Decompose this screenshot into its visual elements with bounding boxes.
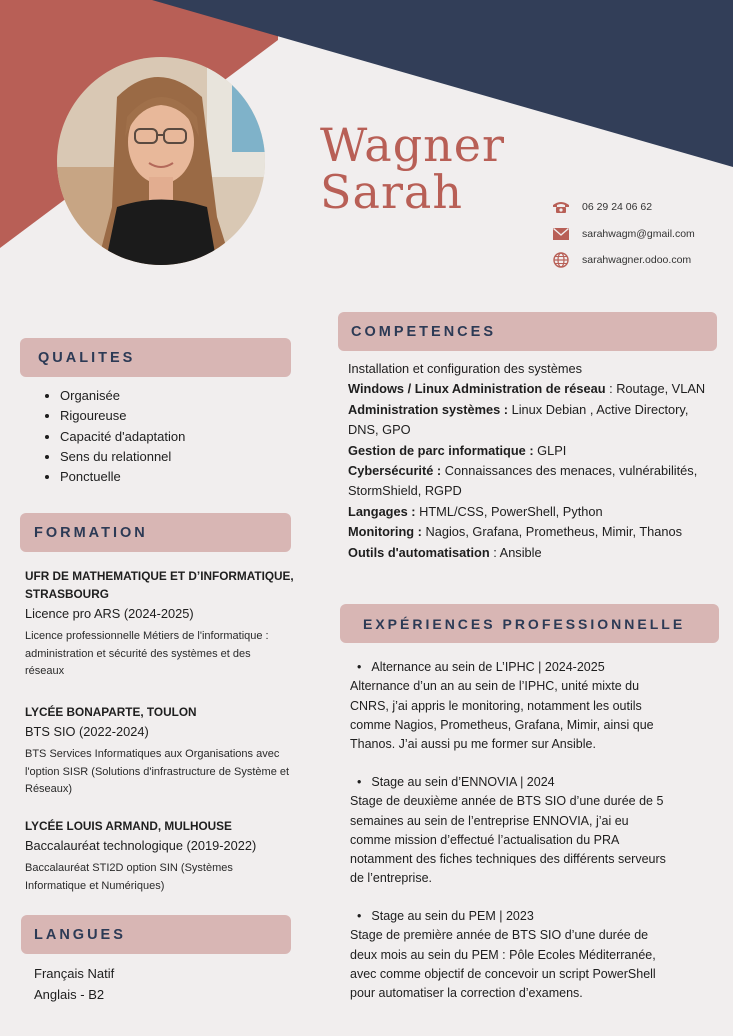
- experience-title: • Alternance au sein de L’IPHC | 2024-2025: [350, 658, 690, 677]
- experience-title: • Stage au sein du PEM | 2023: [350, 907, 690, 926]
- experience-desc: Alternance d’un an au sein de l’IPHC, unité mixte du CNRS, j’ai appris le monitoring, notamment les outils comme Nagios, Prometheus, Grafana, Mimir, ainsi que Thanos. J’ai aussi pu me former sur Ansible.: [350, 679, 654, 752]
- candidate-name: [320, 118, 505, 219]
- experience-title: • Stage au sein d’ENNOVIA | 2024: [350, 773, 690, 792]
- competence-item: [348, 502, 718, 522]
- contact-list: [552, 194, 695, 274]
- qualites-heading: [20, 338, 291, 377]
- competence-sep: :: [605, 381, 617, 397]
- formation-school: LYCÉE LOUIS ARMAND, MULHOUSE: [25, 819, 232, 833]
- competence-item: [348, 543, 718, 563]
- formation-degree: BTS SIO (2022-2024): [25, 724, 149, 739]
- competence-item: [348, 379, 718, 399]
- experiences-title: EXPÉRIENCES PROFESSIONNELLE: [363, 615, 686, 632]
- competence-value: Nagios, Grafana, Prometheus, Mimir, Thanos: [425, 524, 683, 540]
- competence-intro: Installation et configuration des systèmes: [348, 361, 583, 376]
- qualite-item: • Organisée: [60, 386, 185, 406]
- qualites-title: QUALITES: [38, 349, 136, 366]
- formation-desc: Licence professionnelle Métiers de l'informatique : administration et sécurité des systèmes et des réseaux: [25, 630, 269, 677]
- langues-heading: [21, 915, 291, 954]
- contact-website-text: sarahwagner.odoo.com: [582, 254, 692, 267]
- langue-item: Anglais - B2: [34, 986, 105, 1002]
- competence-label: Cybersécurité :: [348, 463, 442, 479]
- formation-entry: [25, 567, 295, 681]
- formation-title: FORMATION: [34, 524, 148, 541]
- experience-item: [350, 907, 690, 1003]
- competences-title: COMPETENCES: [351, 323, 496, 340]
- mail-icon: [552, 226, 570, 242]
- qualite-item: • Rigoureuse: [60, 406, 185, 426]
- competence-value: Routage, VLAN: [616, 381, 706, 397]
- qualite-item: • Ponctuelle: [60, 467, 185, 487]
- formation-desc: BTS Services Informatiques aux Organisations avec l'option SISR (Solutions d'infrastructure de Système et Réseaux): [25, 748, 290, 795]
- globe-icon: [552, 252, 570, 268]
- competence-label: Monitoring :: [348, 524, 422, 540]
- competence-value: Ansible: [499, 544, 542, 560]
- phone-icon: [552, 199, 570, 215]
- qualites-list: [44, 386, 185, 487]
- experience-item: [350, 658, 690, 754]
- experiences-heading: [340, 604, 719, 643]
- formation-entry: [25, 703, 295, 799]
- formation-heading: [20, 513, 291, 552]
- contact-website[interactable]: [552, 247, 695, 274]
- contact-phone-text: 06 29 24 06 62: [582, 201, 653, 214]
- competence-item: [348, 400, 718, 441]
- experience-item: [350, 773, 690, 889]
- experience-desc: Stage de deuxième année de BTS SIO d’une durée de 5 semaines au sein de l’entreprise ENNOVIA, j’ai eu comme mission d’effectué l’actualisation du PRA notamment des fiches techniques des différents serveurs de l’entreprise.: [350, 794, 666, 886]
- competences-heading: [338, 312, 717, 351]
- competence-label: Langages :: [348, 503, 416, 519]
- competence-item: [348, 522, 718, 542]
- contact-phone: [552, 194, 695, 221]
- last-name: Wagner: [320, 118, 505, 172]
- competence-value: HTML/CSS, PowerShell, Python: [419, 503, 603, 519]
- competence-label: Windows / Linux Administration de réseau: [348, 381, 606, 397]
- competence-label: Outils d'automatisation: [348, 544, 490, 560]
- formation-school: UFR DE MATHEMATIQUE ET D’INFORMATIQUE, STRASBOURG: [25, 569, 294, 601]
- contact-email-text: sarahwagm@gmail.com: [582, 227, 695, 240]
- competence-item: [348, 461, 718, 502]
- competence-value: Linux Debian , Active Directory, DNS, GPO: [348, 401, 689, 438]
- langues-list: [34, 964, 114, 1005]
- first-name: Sarah: [320, 165, 463, 219]
- formation-entry: [25, 817, 295, 895]
- langue-item: Français Natif: [34, 966, 115, 981]
- competence-sep: :: [489, 544, 500, 560]
- competence-label: Administration systèmes :: [348, 401, 509, 417]
- langues-title: LANGUES: [34, 926, 126, 943]
- contact-email[interactable]: [552, 221, 695, 248]
- qualite-item: • Sens du relationnel: [60, 447, 185, 467]
- formation-school: LYCÉE BONAPARTE, TOULON: [25, 705, 197, 719]
- competence-item: [348, 441, 718, 461]
- experience-desc: Stage de première année de BTS SIO d’une durée de deux mois au sein du PEM : Pôle Ecoles Méditerranée, avec comme objectif de concevoir un script PowerShell pour automatiser la correction d’examens.: [350, 928, 656, 1001]
- qualite-item: • Capacité d'adaptation: [60, 427, 185, 447]
- formation-degree: Licence pro ARS (2024-2025): [25, 606, 194, 621]
- competence-value: Connaissances des menaces, vulnérabilités, StormShield, RGPD: [348, 463, 698, 499]
- competence-label: Gestion de parc informatique :: [348, 442, 534, 458]
- profile-photo: [57, 57, 265, 265]
- formation-desc: Baccalauréat STI2D option SIN (Systèmes Informatique et Numériques): [25, 862, 233, 892]
- formation-degree: Baccalauréat technologique (2019-2022): [25, 838, 257, 853]
- competences-list: [348, 359, 718, 563]
- competence-value: GLPI: [537, 442, 567, 458]
